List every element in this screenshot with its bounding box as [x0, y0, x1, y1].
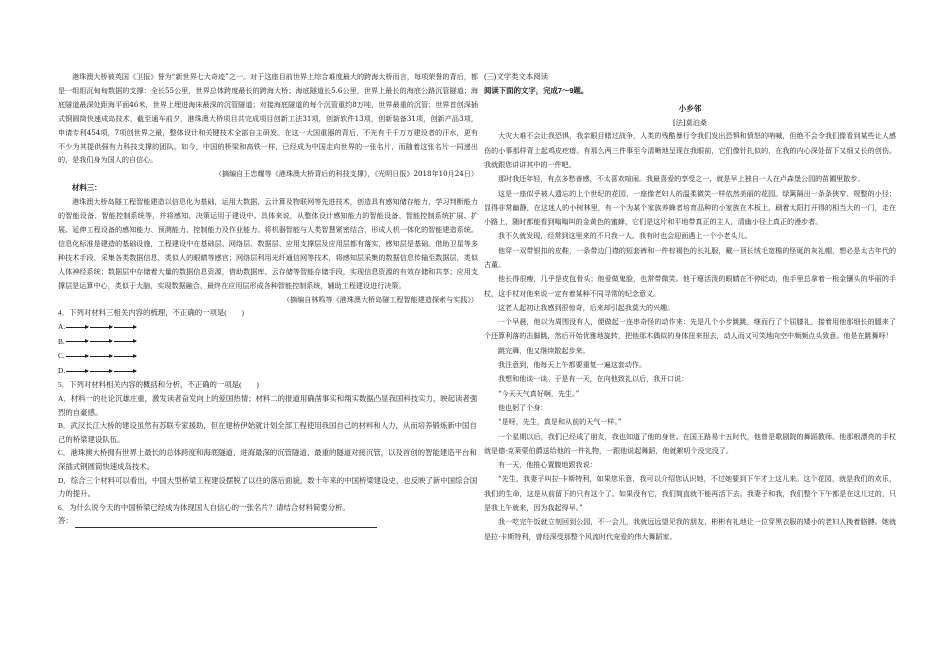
flow-arrow-icon: [114, 327, 136, 328]
story-paragraph: 一个早晨，他以为周围没有人，便做起一连串奇怪的动作来：先是几个小步跳跳，继而行了个屈膝礼，接着用他那细长的腿来了个还算利落的击脚跳，然后开始优雅地旋转，把他那木偶似的身体扭来扭去，动人而又可笑地向空中频频点头致意。他是在跳舞呀！: [484, 317, 896, 341]
story-paragraph: 他长得很瘦，几乎是皮包骨头；他爱做鬼脸，也常带微笑。他干瘪活泼的眼睛在不停眨动，他手里总拿着一根金镶头的华丽的手杖，这手杖对他来说一定有着某种不同寻常的纪念意义。: [484, 274, 896, 298]
q4-option-d-label: D.: [58, 365, 66, 375]
story-body: [484, 129, 896, 544]
right-column: [484, 70, 896, 544]
q5-option-a[interactable]: A．材料一的社论沉雄庄重，激发读者奋发向上的爱国热情；材料二的报道用确凿事实和翔实数据凸显我国科技实力，映起读者强烈的自豪感。: [58, 393, 478, 417]
q4-option-b-label: B.: [58, 336, 65, 346]
story-paragraph: 那时我还年轻，有点多愁善感，不太喜欢喧闹。我最喜爱的享受之一，就是早上独自一人在卢森堡公园的苗圃里散步。: [498, 174, 865, 184]
story-paragraph: 这老人起初让我感到很惊奇，后来却引起我莫大的兴趣。: [498, 302, 675, 312]
q4-option-d[interactable]: [58, 364, 478, 379]
flow-arrow-icon: [90, 327, 112, 328]
story-author: [法]莫泊桑: [673, 117, 707, 127]
question-4-stem: 4．下列对材料三相关内容的梳理，不正确的一项是( ): [58, 308, 244, 318]
story-paragraph: “先生，我妻子叫拉·卡斯特利，如果您乐意，我可以介绍您认识她，不过她要到下午才上这儿来。这个花园，就是我们的欢乐，我们的生命，这是从前留下的只有这个了。如果没有它，我们简直就不能再活下去。我妻子和我，我们整个下午都是在这儿过的，只是我上午就来，因为我起得早。”: [484, 474, 896, 513]
flow-arrow-icon: [90, 341, 112, 342]
story-paragraph: 跳完舞，他又继续散起步来。: [498, 345, 590, 355]
story-title: 小乡邻: [678, 103, 702, 113]
section-title: (三)文学类文本阅读: [484, 72, 549, 81]
flow-arrow-icon: [114, 371, 136, 372]
story-paragraph: 他也躬了个身：: [498, 402, 548, 412]
answer-line[interactable]: [75, 518, 377, 528]
q6-answer-area[interactable]: [58, 514, 478, 528]
story-paragraph: 大灾大难不会让我恐惧，我亲眼目睹过战争，人类的残酷暴行令我们发出恐惧和愤怒的呐喊，但绝不会令我们像看到某些让人感伤的小事那样背上起鸡皮疙瘩。有那么两三件事至今清晰地呈现在我眼前，它们像针扎似的，在我的内心深处留下又细又长的创伤。我就跟您讲讲其中的一件吧。: [484, 131, 896, 169]
flow-arrow-icon: [90, 356, 112, 357]
story-paragraph: 他穿一双带银扣的皮鞋，一条带边门襟的短套裤和一件棕褐色的长礼服，戴一顶长绒毛宽檐的怪诞的灰礼帽，想必是太古年代的古董。: [484, 245, 896, 269]
q4-option-c[interactable]: [58, 349, 478, 364]
q5-option-b[interactable]: B．武汉长江大桥的建设虽然有苏联专家援助，但在建桥伊始就计划全部工程使用我国自己的材料和人力，从而培养锻炼新中国自己的桥梁建设队伍。: [58, 421, 477, 444]
material2-paragraph: 港珠澳大桥被英国《卫报》誉为“新世界七大奇迹”之一。对于这座目前世界上综合难度最大的跨海大桥而言，每项荣誉的背后，都是一组组沉甸甸数据的支撑：全长55公里，世界总体跨度最长的跨海大桥；海底隧道长5.6公里，世界上最长的海底公路沉管隧道；海底隧道最深处距海平面46米，世界上埋进海床最深的沉管隧道；对接海底隧道的每个沉管重约8万吨，世界最重的沉管；世界首创深插式钢圆筒快速成岛技术，截至通车前夕，港珠澳大桥项目共完成项目创新工法31项，创新软件13项，创新装备31项，创新产品3项，申请专利454项，7项创世界之最，整体设计和关键技术全部自主研发。在这一大国重器的背后，不光有千千万万建设者的汗水，更有不少为其提供强有力科技支撑的团队。如今，中国的桥梁和高铁一样，已经成为中国走向世界的一张名片，而随着这张名片一同递出的，是我们身为国人的自信心。: [58, 72, 478, 165]
story-paragraph: “今天天气真好啊，先生。”: [498, 388, 580, 398]
story-paragraph: 有一天，他推心置腹地跟我说：: [498, 460, 597, 470]
story-paragraph: 一个星期以后，我们已经成了朋友，我也知道了他的身世。在国王路易十五时代，他曾是歌剧院的舞蹈教师。他那根漂亮的手杖就是德·克莱蒙伯爵送给他的一件礼物，一跟他说起舞蹈，他就絮叨个没完没了。: [484, 431, 896, 455]
q4-option-c-label: C.: [58, 351, 65, 361]
flow-arrow-icon: [66, 356, 88, 357]
story-paragraph: 我想和他谈一谈。于是有一天，在向他致礼以后，我开口说：: [498, 374, 689, 384]
flow-arrow-icon: [66, 371, 88, 372]
story-paragraph: “是呀，先生，真是和从前的天气一样。”: [498, 417, 622, 427]
q4-option-b[interactable]: [58, 335, 478, 350]
material2-source: （摘编自王忠耀等《港珠澳大桥背后的科技支撑》，《光明日报》2018年10月24日）: [214, 169, 478, 179]
q4-option-a-label: A.: [58, 322, 66, 331]
left-column: [58, 70, 478, 528]
flow-arrow-icon: [114, 356, 136, 357]
q4-option-a[interactable]: [58, 320, 478, 335]
q6-answer-label: 答：: [58, 516, 73, 526]
story-paragraph: 我一吃完午饭就立刻回到公园，不一会儿，我就远远望见我的朋友，彬彬有礼地让一位穿黑衣服的矮小的老妇人挽着胳膊。她就是拉·卡斯特利，曾经深受那整个风流时代宠爱的伟大舞蹈家。: [484, 517, 896, 541]
story-paragraph: 我注意到，他每天上午都要重复一遍这套动作。: [498, 360, 646, 370]
q5-option-c[interactable]: C．港珠澳大桥拥有世界上最长的总体跨度和海底隧道、进海最深的沉管隧道、最重的隧道对接沉管，以及首创的智能建造平台和深插式钢圆筒快速成岛技术。: [58, 448, 477, 471]
material3-paragraph: 港珠澳大桥岛隧工程智能建造以信息化为基础，运用大数据、云计算及物联网等先进技术，创造具有感知储存能力、学习判断能力的智能设备、智能控制系统等，并将感知、决策运用于建设中。具体来说，从整体设计感知能力的智能设备、智能控制系统扩展、扩展、延伸工程设备的感知能力、预测能力、控制能力及作业能力。将机器智能与人类智慧紧密结合，形成人机一体化的智能建造系统。信息化标准是建造的基础设施，工程建设中在基础层、网络层、数据层、应用支撑层及应用层都有落实，感知层是基础。借助卫星等多种技术手段，采集各类数据信息，类似人的眼睛等感官；网络层利用光纤通信网等技术，将感知层采集的数据信息传输至数据层，类似人体神经系统；数据层中存储着大量的数据信息资源，借助数据库、云存储等智能存储手段，实现信息资源的有效存储和共享；应用支撑层是运算中心，类似于大脑，实现数据融合，最终在应用层形成各种智能控制系统，辅助工程建设进行决策。: [58, 197, 478, 290]
question-6-stem: 6．为什么说今天的中国桥梁已经成为体现国人自信心的一张名片？请结合材料简要分析。: [58, 502, 350, 512]
story-paragraph: 这是一座似乎被人遗忘的上个世纪的花园，一座像老妇人的温柔微笑一样依然美丽的花园。绿篱隔出一条条狭窄、规整的小径；显得非常幽静，在这迷人的小树林里，有一个为某个家族养蜂者培育品种的小家族在木板上，刷着太阳打开得的相当大的一门，走在小路上，随时都能看到嗡嗡叫的金黄色的蜜蜂，它们是这片和平地带真正的主人，清幽小径上真正的漫步者。: [484, 188, 896, 227]
flow-arrow-icon: [114, 341, 136, 342]
material3-title: 材料三：: [72, 183, 102, 193]
section-instruction: 阅读下面的文字，完成7～9题。: [484, 85, 589, 95]
q5-option-d[interactable]: D．综合三个材料可以看出，中国大型桥梁工程建设摆脱了以往的落后面貌，数十年来的中国桥梁建设史，也反映了新中国综合国力的提升。: [58, 475, 478, 499]
flow-arrow-icon: [66, 341, 88, 342]
flow-arrow-icon: [90, 371, 112, 372]
material3-source: （摘编自林鸣等《港珠澳大桥岛隧工程智能建造探索与实践》）: [282, 294, 478, 304]
flow-arrow-icon: [66, 327, 88, 328]
question-5-stem: 5．下列对材料相关内容的概括和分析，不正确的一项是( ): [58, 380, 259, 390]
story-paragraph: 我不久就发现，经常到这里来的不只我一人。我有时也会迎面遇上一个小老头儿。: [498, 231, 752, 241]
